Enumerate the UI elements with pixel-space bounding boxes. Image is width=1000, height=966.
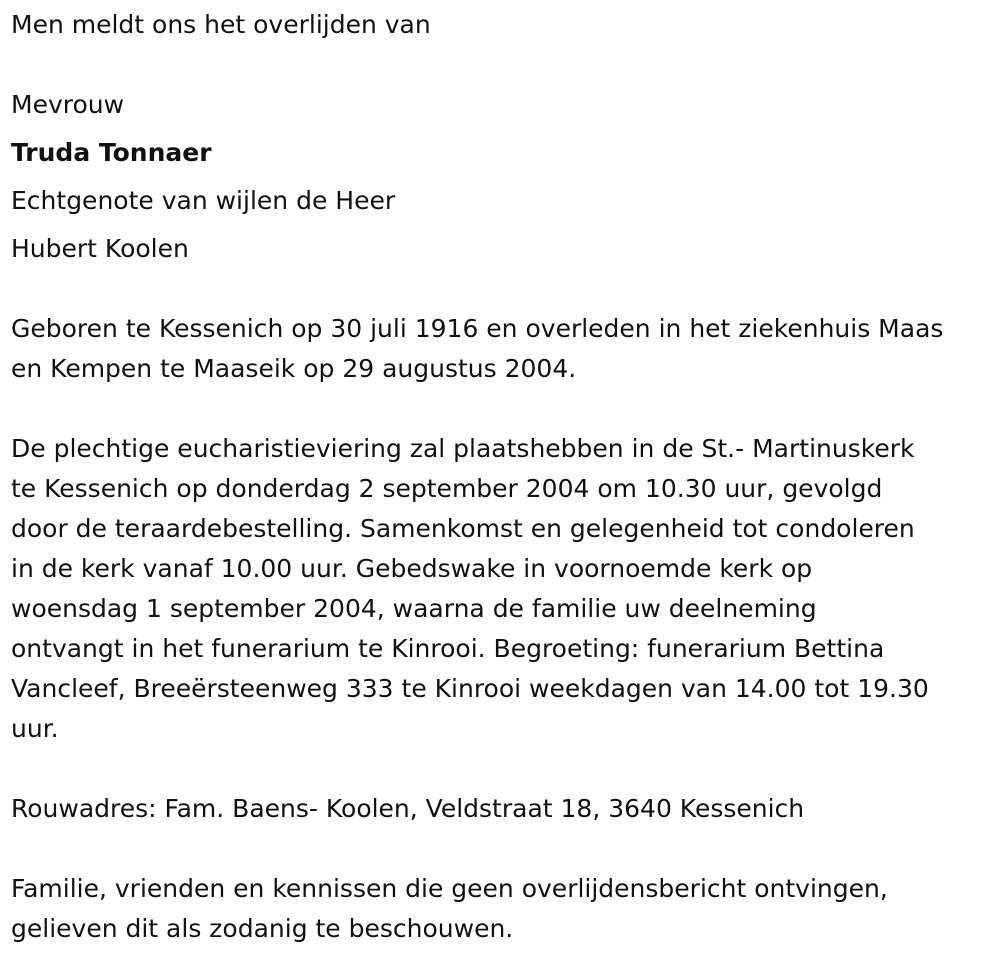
paragraph-line: Familie, vrienden en kennissen die geen overlijdensbericht ontvingen, [11, 874, 888, 903]
spacer [11, 45, 985, 85]
mourning-address: Rouwadres: Fam. Baens- Koolen, Veldstraat 18, 3640 Kessenich [11, 794, 805, 823]
ceremony-paragraph [11, 429, 985, 749]
paragraph-line: woensdag 1 september 2004, waarna de familie uw deelneming [11, 594, 817, 623]
spouse-name: Hubert Koolen [11, 234, 189, 263]
paragraph-line: en Kempen te Maaseik op 29 augustus 2004. [11, 354, 577, 383]
paragraph-line: ontvangt in het funerarium te Kinrooi. Begroeting: funerarium Bettina [11, 634, 885, 663]
paragraph-line: Geboren te Kessenich op 30 juli 1916 en overleden in het ziekenhuis Maas [11, 314, 944, 343]
paragraph-line: gelieven dit als zodanig te beschouwen. [11, 914, 514, 943]
paragraph-line: Vancleef, Breeërsteenweg 333 te Kinrooi weekdagen van 14.00 tot 19.30 [11, 674, 929, 703]
spacer [11, 269, 985, 309]
title-prefix: Mevrouw [11, 90, 125, 119]
paragraph-line: uur. [11, 714, 59, 743]
paragraph-line: in de kerk vanaf 10.00 uur. Gebedswake in voornoemde kerk op [11, 554, 813, 583]
relation-text: Echtgenote van wijlen de Heer [11, 186, 396, 215]
spacer [11, 389, 985, 429]
spacer [11, 749, 985, 789]
birth-death-paragraph [11, 309, 985, 389]
paragraph-line: door de teraardebestelling. Samenkomst en gelegenheid tot condoleren [11, 514, 915, 543]
paragraph-line: te Kessenich op donderdag 2 september 2004 om 10.30 uur, gevolgd [11, 474, 883, 503]
paragraph-line: De plechtige eucharistieviering zal plaatshebben in de St.- Martinuskerk [11, 434, 915, 463]
spacer [11, 829, 985, 869]
deceased-name: Truda Tonnaer [11, 138, 212, 167]
intro-text: Men meldt ons het overlijden van [11, 10, 431, 39]
closing-paragraph [11, 869, 985, 949]
